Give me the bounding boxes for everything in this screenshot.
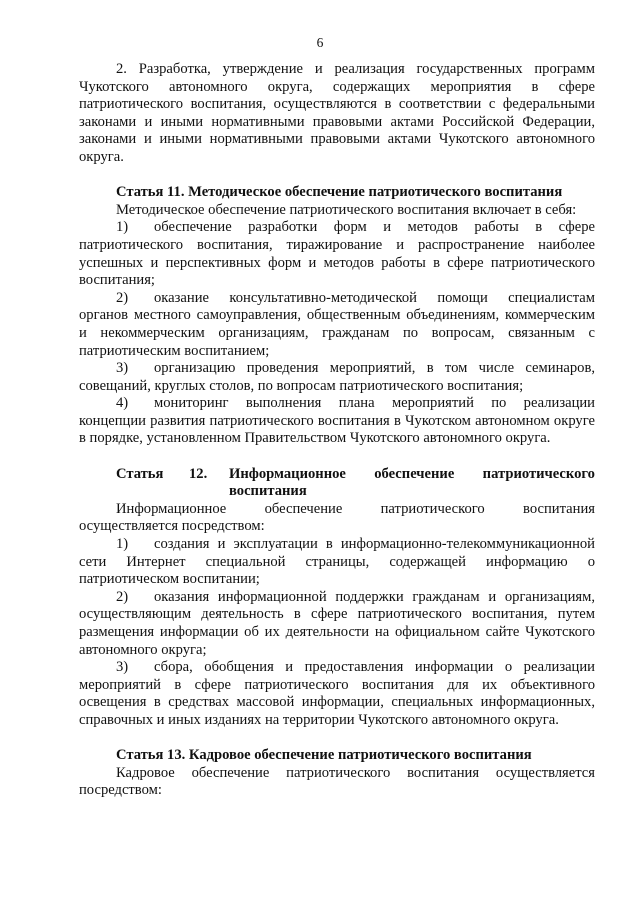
- heading-word: патриотического: [482, 465, 595, 482]
- heading-word: воспитания: [229, 483, 307, 500]
- heading-word: Информационное: [229, 465, 346, 482]
- item-number: 1): [116, 536, 129, 553]
- item-text: оказание консультативно-методической помощи специалистам органов местного самоуправления, общественным объединениям, коммерческим и некоммерческим организациям, гражданам по вопросам, связанным с патриотическим воспитанием;: [79, 289, 595, 359]
- list-item: [79, 290, 595, 360]
- item-number: 3): [116, 360, 129, 377]
- lead-word: обеспечение: [264, 500, 343, 517]
- article-11-heading: Статья 11. Методическое обеспечение патриотического воспитания: [116, 184, 563, 201]
- item-number: 2): [116, 588, 129, 605]
- list-item: [79, 536, 595, 589]
- article-13-lead: Кадровое обеспечение патриотического воспитания осуществляется посредством:: [79, 764, 595, 799]
- list-item: [79, 589, 595, 659]
- article-number: 12.: [189, 465, 208, 482]
- lead-word: воспитания: [523, 500, 595, 517]
- lead-word: Информационное: [116, 500, 227, 517]
- article-word: Статья: [116, 465, 164, 482]
- article-13-heading: Статья 13. Кадровое обеспечение патриотического воспитания: [116, 747, 532, 764]
- item-text: сбора, обобщения и предоставления информации о реализации мероприятий в сфере патриотического воспитания для их объективного освещения в средствах массовой информации, специальных информационных, справочных и иных изданиях на территории Чукотского автономного округа.: [79, 659, 595, 728]
- item-text: обеспечение разработки форм и методов работы в сфере патриотического воспитания, тиражирование и распространение наиболее успешных и перспективных форм и методов работы в сфере патриотического воспитания;: [79, 219, 595, 289]
- article-11-lead: Методическое обеспечение патриотического воспитания включает в себя:: [116, 201, 577, 218]
- heading-word: обеспечение: [374, 465, 455, 482]
- item-number: 2): [116, 289, 129, 306]
- article-12-heading: [79, 466, 595, 501]
- item-number: 4): [116, 395, 129, 412]
- page-number: 6: [316, 35, 324, 50]
- item-number: 1): [116, 219, 129, 236]
- item-text: создания и эксплуатации в информационно-телекоммуникационной сети Интернет специальной страницы, содержащей информацию о патриотическом воспитании;: [79, 536, 595, 588]
- article-12-lead: [79, 501, 595, 519]
- item-text: организацию проведения мероприятий, в том числе семинаров, совещаний, круглых столов, по вопросам патриотического воспитания;: [79, 360, 595, 394]
- lead-word: патриотического: [380, 500, 485, 517]
- list-item: [79, 360, 595, 395]
- list-item: [79, 219, 595, 289]
- item-text: мониторинг выполнения плана мероприятий по реализации концепции развития патриотического воспитания в Чукотском автономном округе в порядке, установленном Правительством Чукотского автономного округа.: [79, 395, 595, 447]
- item-text: оказания информационной поддержки гражданам и организациям, осуществляющим деятельность в сфере патриотического воспитания, путем размещения информации об их деятельности на официальном сайте Чукотского автономного округа;: [79, 588, 595, 658]
- list-item: [79, 395, 595, 448]
- item-number: 3): [116, 659, 129, 676]
- article-12-lead-rest: осуществляется посредством:: [79, 518, 265, 535]
- paragraph-2: 2. Разработка, утверждение и реализация государственных программ Чукотского автономного округа, содержащих мероприятия в сфере патриотического воспитания, осуществляются в соответствии с федеральными законами и иными нормативными правовыми актами Российской Федерации, законами и иными нормативными правовыми актами Чукотского автономного округа.: [79, 61, 595, 165]
- document-body: [79, 61, 595, 800]
- list-item: [79, 659, 595, 729]
